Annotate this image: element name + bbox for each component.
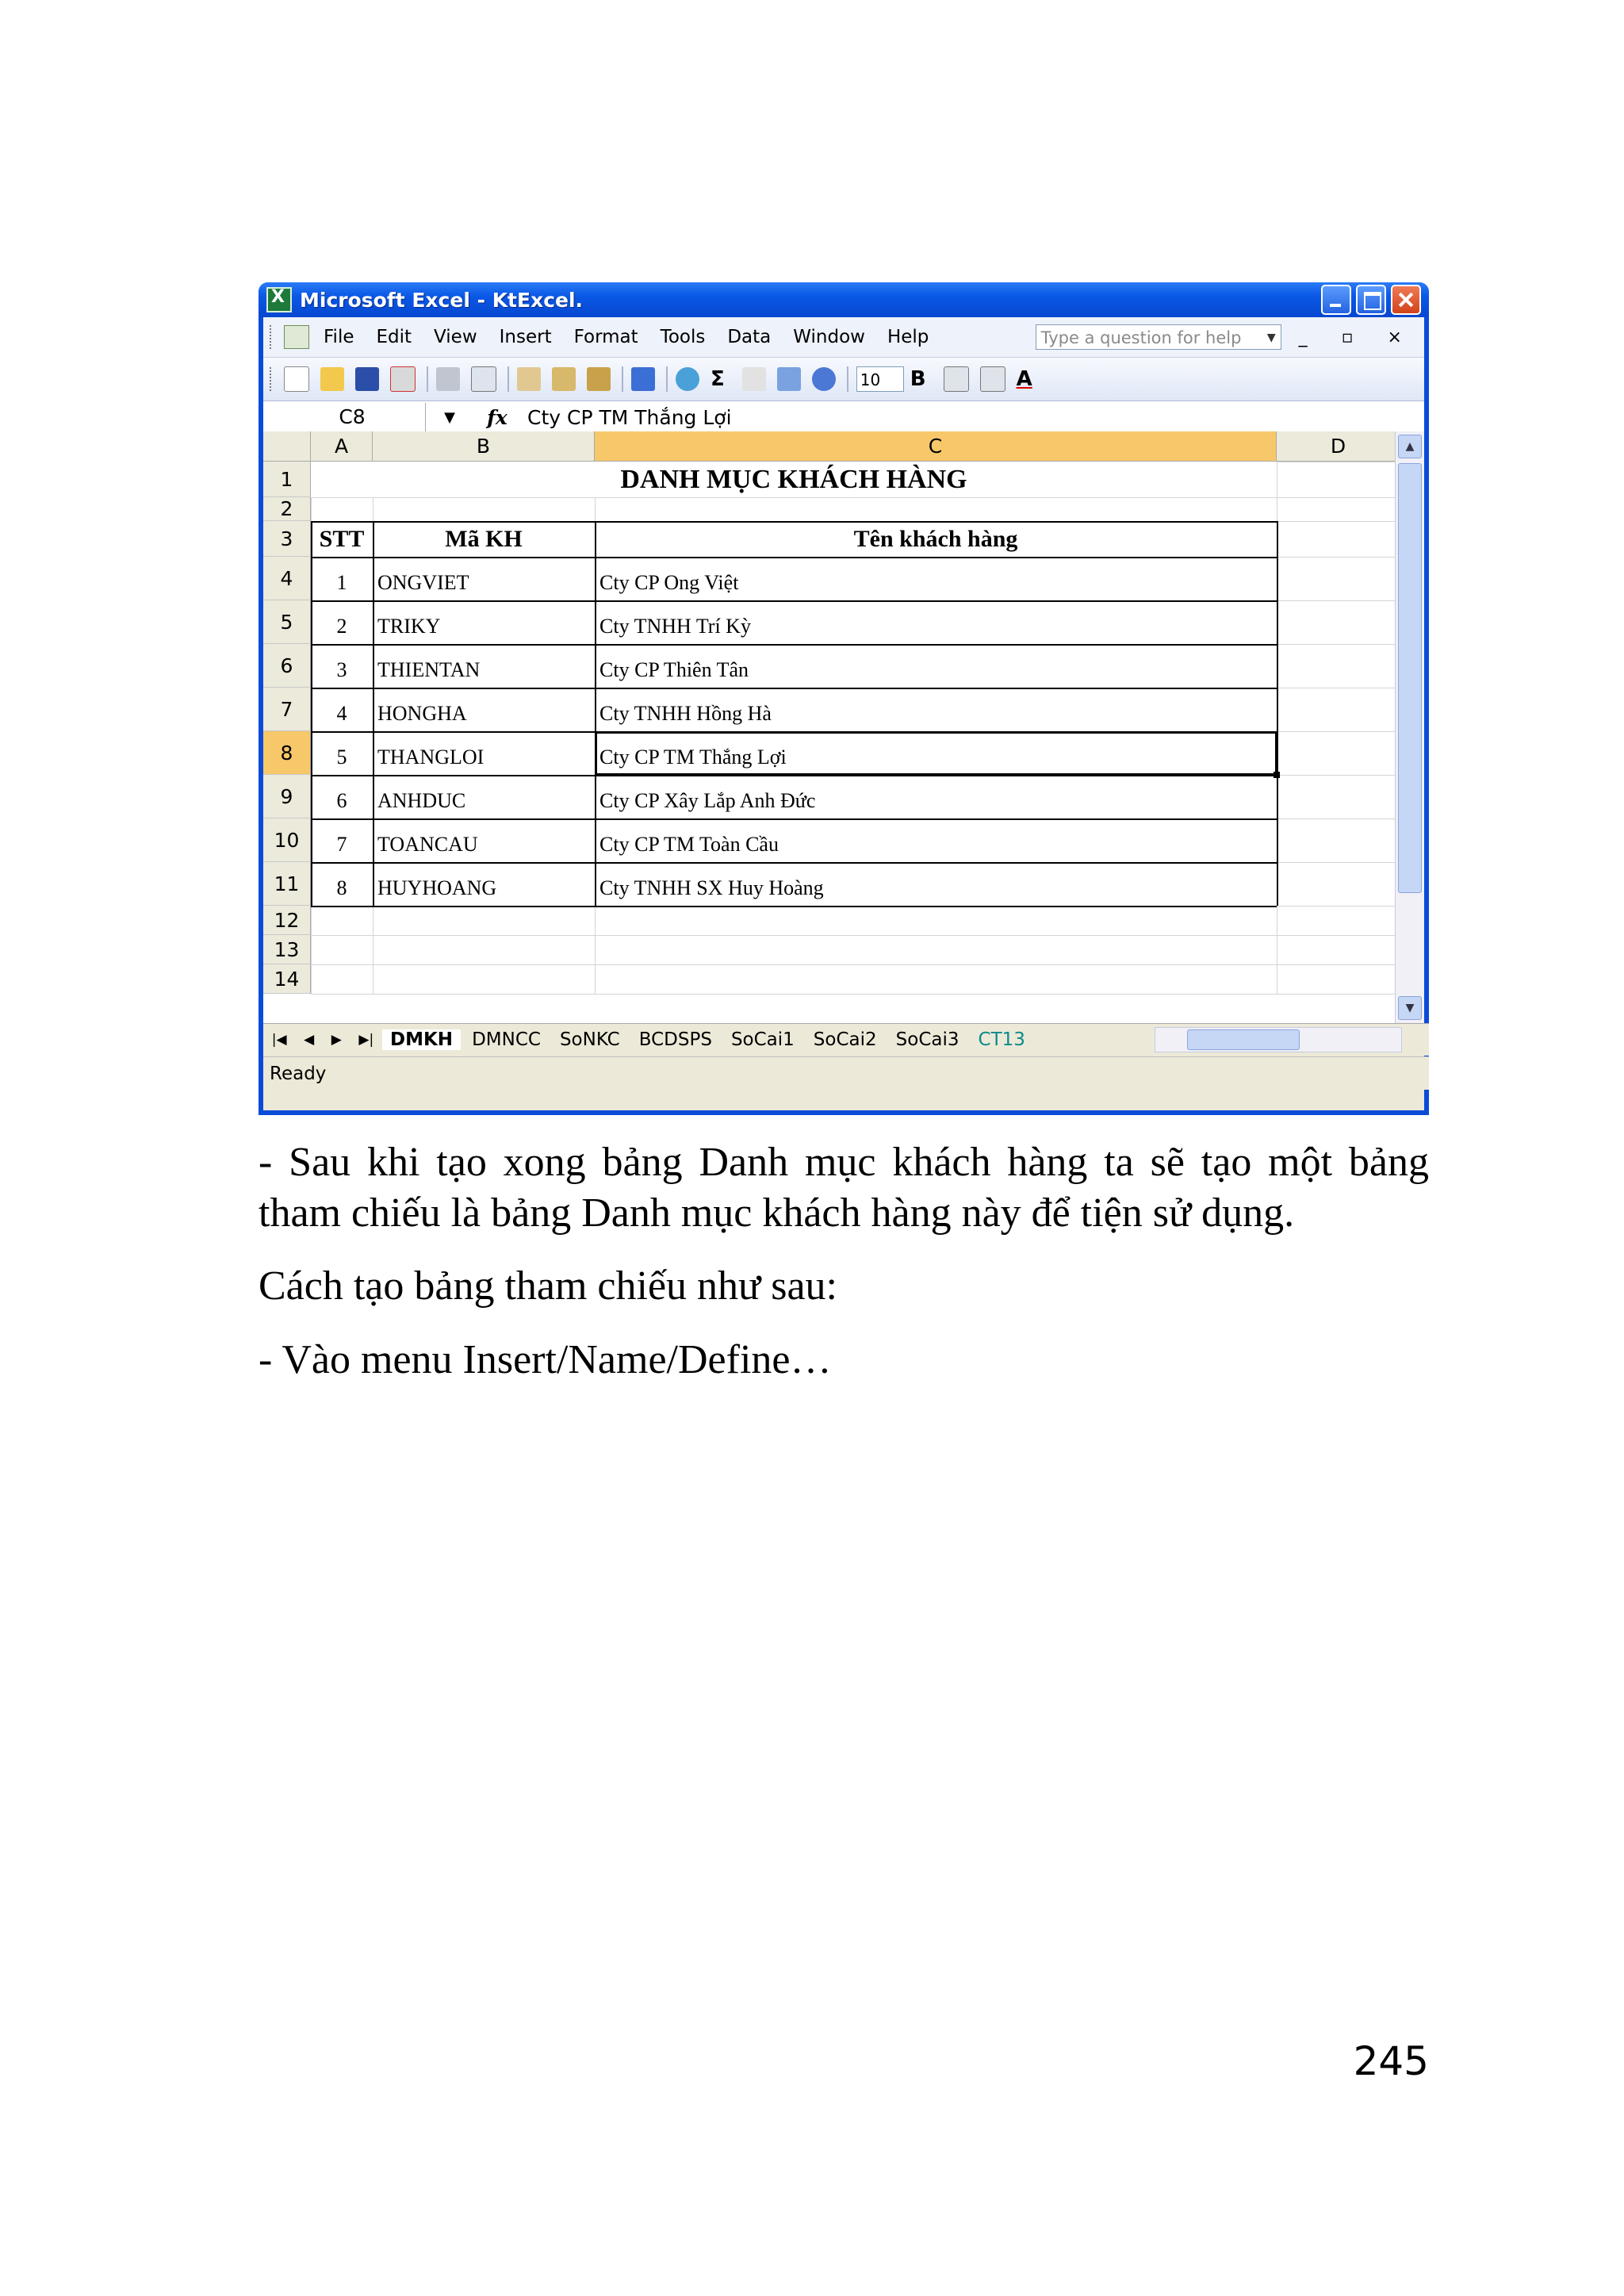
excel-window: [259, 282, 1429, 1115]
open-icon[interactable]: [320, 367, 344, 391]
bold-button[interactable]: B: [910, 367, 926, 391]
standard-toolbar: [263, 358, 1424, 401]
row-header[interactable]: 9: [263, 775, 311, 818]
hyperlink-icon[interactable]: [676, 367, 699, 391]
stt-cell[interactable]: 2: [336, 615, 347, 638]
undo-icon[interactable]: [631, 367, 655, 391]
customer-name-cell[interactable]: Cty TNHH Trí Kỳ: [599, 615, 751, 638]
name-box[interactable]: C8: [263, 403, 426, 431]
first-sheet-icon[interactable]: |◀: [271, 1032, 287, 1048]
fill-handle[interactable]: [1274, 772, 1280, 778]
minimize-button[interactable]: [1321, 285, 1351, 315]
table-border: [1277, 521, 1278, 906]
page-number: 245: [1353, 2038, 1429, 2084]
menu-grip: [270, 325, 276, 349]
menu-window[interactable]: Window: [793, 327, 865, 347]
customer-code-cell[interactable]: ANHDUC: [377, 789, 466, 812]
row-header[interactable]: 6: [263, 644, 311, 688]
help-search-input[interactable]: Type a question for help ▼: [1036, 324, 1281, 350]
menu-help[interactable]: Help: [887, 327, 929, 347]
table-border: [311, 521, 312, 906]
customer-code-cell[interactable]: THIENTAN: [377, 658, 481, 681]
horizontal-scrollbar[interactable]: [1155, 1027, 1402, 1052]
table-border: [311, 557, 1277, 558]
row-header[interactable]: 2: [263, 497, 311, 521]
font-size-select[interactable]: 10: [856, 366, 904, 392]
paragraph-step: - Vào menu Insert/Name/Define…: [259, 1337, 832, 1382]
customer-name-cell[interactable]: Cty TNHH SX Huy Hoàng: [599, 876, 824, 899]
row-header[interactable]: 7: [263, 688, 311, 731]
customer-code-cell[interactable]: TOANCAU: [377, 833, 478, 856]
next-sheet-icon[interactable]: ▶: [331, 1032, 342, 1048]
column-header[interactable]: A: [311, 431, 373, 462]
menu-format[interactable]: Format: [573, 327, 638, 347]
column-heading: STT: [319, 526, 365, 552]
stt-cell[interactable]: 6: [336, 789, 347, 812]
active-cell-border: [1275, 731, 1277, 775]
stt-cell[interactable]: 7: [336, 833, 347, 856]
chart-wizard-icon[interactable]: [777, 367, 801, 391]
row-header[interactable]: 13: [263, 935, 311, 964]
menu-data[interactable]: Data: [727, 327, 772, 347]
toolbar-separator: [666, 366, 668, 392]
tab-socai2[interactable]: SoCai2: [813, 1029, 877, 1050]
save-icon[interactable]: [355, 367, 379, 391]
select-all-corner[interactable]: [263, 431, 311, 462]
toolbar-separator: [508, 366, 509, 392]
table-title: DANH MỤC KHÁCH HÀNG: [311, 462, 1277, 497]
tab-bcdsps[interactable]: BCDSPS: [638, 1029, 712, 1050]
customer-name-cell[interactable]: Cty CP TM Thắng Lợi: [599, 746, 787, 769]
stt-cell[interactable]: 4: [336, 702, 347, 725]
customer-name-cell[interactable]: Cty CP TM Toàn Cầu: [599, 833, 779, 856]
table-border: [311, 862, 1277, 864]
customer-code-cell[interactable]: ONGVIET: [377, 571, 469, 594]
table-border: [373, 521, 374, 906]
column-header[interactable]: D: [1277, 431, 1400, 462]
excel-logo-icon: [266, 287, 292, 312]
scroll-down-icon[interactable]: ▼: [1398, 996, 1422, 1020]
tab-socai1[interactable]: SoCai1: [730, 1029, 795, 1050]
stt-cell[interactable]: 5: [336, 746, 347, 769]
menu-insert[interactable]: Insert: [499, 327, 552, 347]
paragraph-intro: - Sau khi tạo xong bảng Danh mục khách hàng ta sẽ tạo một bảng tham chiếu là bảng Danh mục khách hàng này để tiện sử dụng.: [259, 1140, 1429, 1236]
stt-cell[interactable]: 3: [336, 658, 347, 681]
column-header[interactable]: B: [373, 431, 595, 462]
table-border: [311, 521, 1277, 523]
toolbar-separator: [847, 366, 848, 392]
worksheet-grid[interactable]: [263, 431, 1400, 1023]
paste-icon[interactable]: [552, 367, 576, 391]
gridline: [311, 994, 1400, 995]
fx-icon[interactable]: fx: [487, 405, 508, 429]
column-header[interactable]: C: [595, 431, 1277, 462]
column-heading: Tên khách hàng: [853, 526, 1018, 552]
vertical-scrollbar[interactable]: [1395, 431, 1424, 1023]
format-painter-icon[interactable]: [587, 367, 611, 391]
scroll-thumb[interactable]: [1398, 463, 1422, 893]
row-header[interactable]: 3: [263, 521, 311, 557]
customer-code-cell[interactable]: HUYHOANG: [377, 876, 497, 899]
tab-ct13[interactable]: CT13: [978, 1029, 1025, 1050]
table-border: [311, 644, 1277, 646]
help-icon[interactable]: [812, 367, 836, 391]
menu-file[interactable]: File: [324, 327, 354, 347]
scroll-up-icon[interactable]: ▲: [1398, 435, 1422, 458]
row-header[interactable]: 4: [263, 557, 311, 600]
customer-name-cell[interactable]: Cty TNHH Hồng Hà: [599, 702, 772, 725]
toolbar-grip: [270, 367, 276, 391]
center-align-icon[interactable]: [944, 366, 969, 392]
row-header[interactable]: 1: [263, 462, 311, 497]
customer-code-cell[interactable]: TRIKY: [377, 615, 441, 638]
customer-name-cell[interactable]: Cty CP Xây Lắp Anh Đức: [599, 789, 816, 812]
close-button[interactable]: [1391, 285, 1421, 315]
tab-navigation[interactable]: [263, 1032, 382, 1048]
workbook-icon[interactable]: [284, 325, 309, 349]
stt-cell[interactable]: 8: [336, 876, 347, 899]
customer-name-cell[interactable]: Cty CP Ong Việt: [599, 571, 739, 594]
maximize-button[interactable]: [1356, 285, 1386, 315]
last-sheet-icon[interactable]: ▶|: [358, 1032, 374, 1048]
gridline: [311, 497, 1400, 498]
active-cell-border: [595, 773, 1277, 776]
row-header[interactable]: 10: [263, 818, 311, 862]
gridline: [311, 964, 1400, 965]
title-bar: [259, 282, 1429, 317]
tab-dmncc[interactable]: DMNCC: [472, 1029, 541, 1050]
sort-icon[interactable]: [742, 367, 766, 391]
table-border: [595, 521, 596, 906]
document-window-controls[interactable]: _ ▫ ×: [1298, 327, 1416, 347]
sheet-tab-bar: [263, 1023, 1429, 1056]
autosum-icon[interactable]: Σ: [710, 367, 725, 391]
print-preview-icon[interactable]: [471, 366, 496, 392]
tab-socai3[interactable]: SoCai3: [895, 1029, 959, 1050]
font-color-button[interactable]: A: [1016, 367, 1032, 391]
status-bar: Ready: [263, 1056, 1429, 1090]
permission-icon[interactable]: [390, 366, 416, 392]
row-header[interactable]: 5: [263, 600, 311, 644]
prev-sheet-icon[interactable]: ◀: [304, 1032, 315, 1048]
research-icon[interactable]: [517, 367, 541, 391]
menu-edit[interactable]: Edit: [376, 327, 412, 347]
active-cell-border: [595, 731, 1277, 734]
active-cell-border: [595, 731, 597, 775]
table-border: [311, 688, 1277, 689]
customer-name-cell[interactable]: Cty CP Thiên Tân: [599, 658, 749, 681]
formula-bar: [263, 401, 1424, 435]
tab-dmkh[interactable]: DMKH: [382, 1029, 461, 1050]
horizontal-scroll-thumb[interactable]: [1187, 1029, 1300, 1050]
formula-input[interactable]: Cty CP TM Thắng Lợi: [527, 405, 732, 429]
new-icon[interactable]: [284, 366, 309, 392]
row-header[interactable]: 11: [263, 862, 311, 906]
menu-tools[interactable]: Tools: [660, 327, 706, 347]
gridline: [311, 935, 1400, 936]
stt-cell[interactable]: 1: [336, 571, 347, 594]
table-border: [311, 600, 1277, 602]
customer-code-cell[interactable]: THANGLOI: [377, 746, 485, 769]
toolbar-separator: [622, 366, 623, 392]
row-header[interactable]: 8: [263, 731, 311, 775]
table-border: [311, 906, 1277, 907]
print-icon[interactable]: [436, 367, 460, 391]
menu-bar: [263, 317, 1424, 358]
menu-view[interactable]: View: [434, 327, 477, 347]
row-header[interactable]: 14: [263, 964, 311, 994]
tab-sonkc[interactable]: SoNKC: [559, 1029, 620, 1050]
excel-body: [263, 317, 1424, 1110]
window-title: Microsoft Excel - KtExcel.: [300, 288, 584, 312]
name-box-dropdown-icon[interactable]: ▼: [444, 408, 455, 426]
paragraph-howto: Cách tạo bảng tham chiếu như sau:: [259, 1263, 837, 1309]
toolbar-separator: [427, 366, 428, 392]
merge-center-icon[interactable]: [980, 366, 1005, 392]
customer-code-cell[interactable]: HONGHA: [377, 702, 467, 725]
row-header[interactable]: 12: [263, 906, 311, 935]
column-heading: Mã KH: [445, 526, 523, 552]
table-border: [311, 818, 1277, 820]
